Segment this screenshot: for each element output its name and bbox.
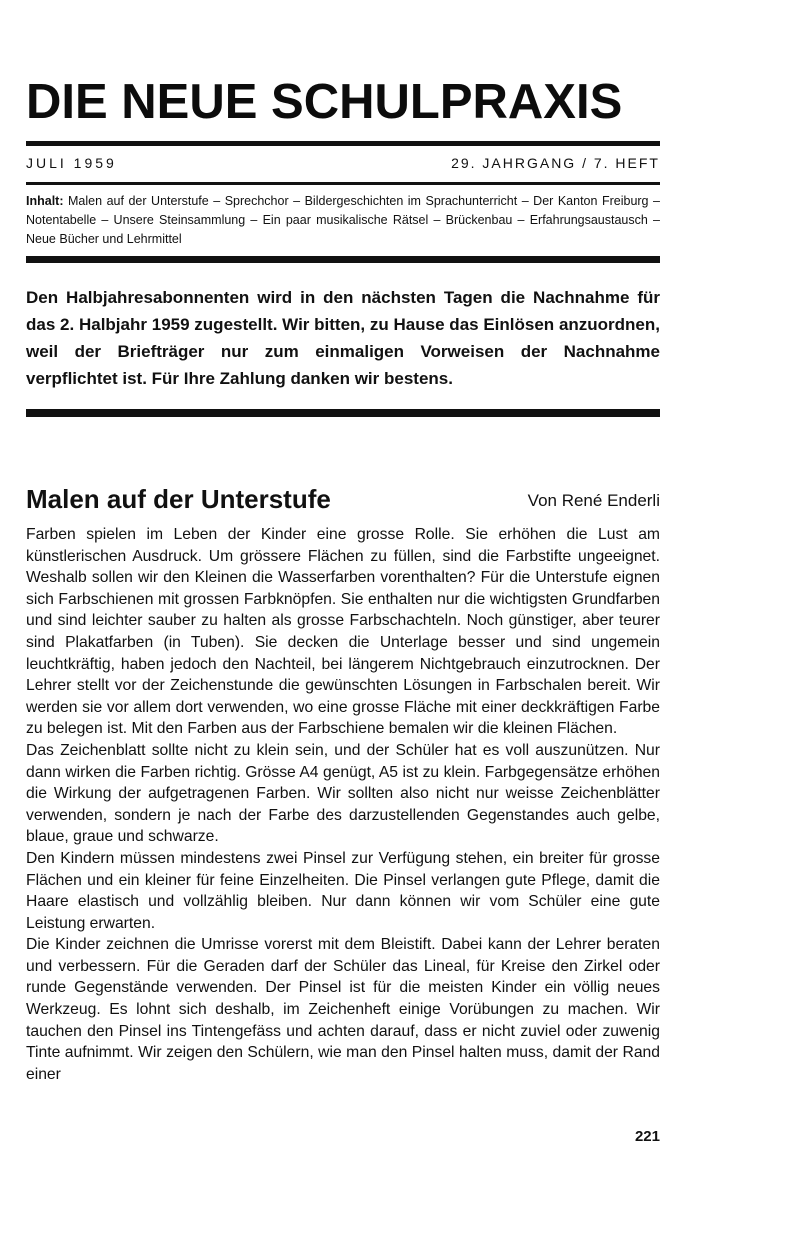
notice-rule bbox=[26, 409, 660, 417]
issue-info-row bbox=[26, 152, 660, 174]
table-of-contents bbox=[26, 192, 660, 249]
issue-number: 29. JAHRGANG / 7. HEFT bbox=[451, 155, 660, 171]
contents-label: Inhalt: bbox=[26, 194, 64, 208]
article-paragraph: Farben spielen im Leben der Kinder eine grosse Rolle. Sie erhöhen die Lust am künstlerischen Ausdruck. Um grössere Flächen zu füllen, sind die Farbstifte ungeeignet. Weshalb sollen wir den Kleinen die Wasserfarben vorenthalten? Für die Unterstufe eignen sich Farbschienen mit grossen Farbknöpfen. Sie enthalten nur die wichtigsten Grundfarben und sind leichter sauber zu halten als grosse Farbschachteln. Noch günstiger, aber teurer sind Plakatfarben (in Tuben). Sie decken die Unterlage besser und sind ungemein leuchtkräftig, haben jedoch den Nachteil, bei längerem Nichtgebrauch einzutrocknen. Der Lehrer stellt vor der Zeichenstunde die gewünschten Lösungen in Farbschalen bereit. Wir werden sie vor allem dort verwenden, wo eine grosse Fläche mit einer deckkräftigen Farbe zu belegen ist. Mit den Farben aus der Farbschiene bemalen wir die kleinen Flächen. bbox=[26, 526, 660, 738]
article-title: Malen auf der Unterstufe bbox=[26, 484, 331, 514]
article-paragraph: Das Zeichenblatt sollte nicht zu klein sein, und der Schüler hat es voll auszunützen. Nur dann wirken die Farben richtig. Grösse A4 genügt, A5 ist zu klein. Farbgegensätze erhöhen die Wirkung der aufgetragenen Farben. Wir sollten also nicht nur weisse Zeichenblätter verwenden, sondern je nach der Farbe des darzustellenden Gegenstandes auch gelbe, blaue, graue und schwarze. bbox=[26, 741, 660, 846]
issue-date: JULI 1959 bbox=[26, 155, 117, 171]
article-body bbox=[26, 524, 660, 1085]
article-paragraph: Den Kindern müssen mindestens zwei Pinsel zur Verfügung stehen, ein breiter für grosse Flächen und ein kleiner für feine Einzelheiten. Die Pinsel verlangen gute Pflege, damit die Haare elastisch und vollzählig bleiben. Nur dann können wir vom Schüler eine gute Leistung erwarten. bbox=[26, 849, 660, 932]
issue-rule bbox=[26, 182, 660, 185]
subscription-notice: Den Halbjahresabonnenten wird in den nächsten Tagen die Nachnahme für das 2. Halbjahr 1959 zugestellt. Wir bitten, zu Hause das Einlösen anzuordnen, weil der Briefträger nur zum einmaligen Vorweisen der Nachnahme verpflichtet ist. Für Ihre Zahlung danken wir bestens. bbox=[26, 288, 660, 388]
contents-text: Malen auf der Unterstufe – Sprechchor – Bildergeschichten im Sprachunterricht – Der Kanton Freiburg – Notentabelle – Unsere Steinsammlung – Ein paar musikalische Rätsel – Brückenbau – Erfahrungsaustausch – Neue Bücher und Lehrmittel bbox=[26, 194, 660, 246]
article-author: Von René Enderli bbox=[527, 491, 660, 510]
article-paragraph: Die Kinder zeichnen die Umrisse vorerst mit dem Bleistift. Dabei kann der Lehrer beraten und verbessern. Für die Geraden darf der Schüler das Lineal, für Kreise den Zirkel oder runde Gegenstände verwenden. Der Pinsel ist für die meisten Kinder ein völlig neues Werkzeug. Es lohnt sich deshalb, im Zeichenheft einige Vorübungen zu machen. Wir tauchen den Pinsel ins Tintengefäss und achten darauf, dass er nicht zuviel oder zuwenig Tinte aufnimmt. Wir zeigen den Schülern, wie man den Pinsel halten muss, damit der Rand einer bbox=[26, 936, 660, 1083]
magazine-title: DIE NEUE SCHULPRAXIS bbox=[26, 75, 623, 129]
contents-rule bbox=[26, 256, 660, 263]
page-number: 221 bbox=[634, 1128, 660, 1145]
title-rule bbox=[26, 141, 660, 146]
